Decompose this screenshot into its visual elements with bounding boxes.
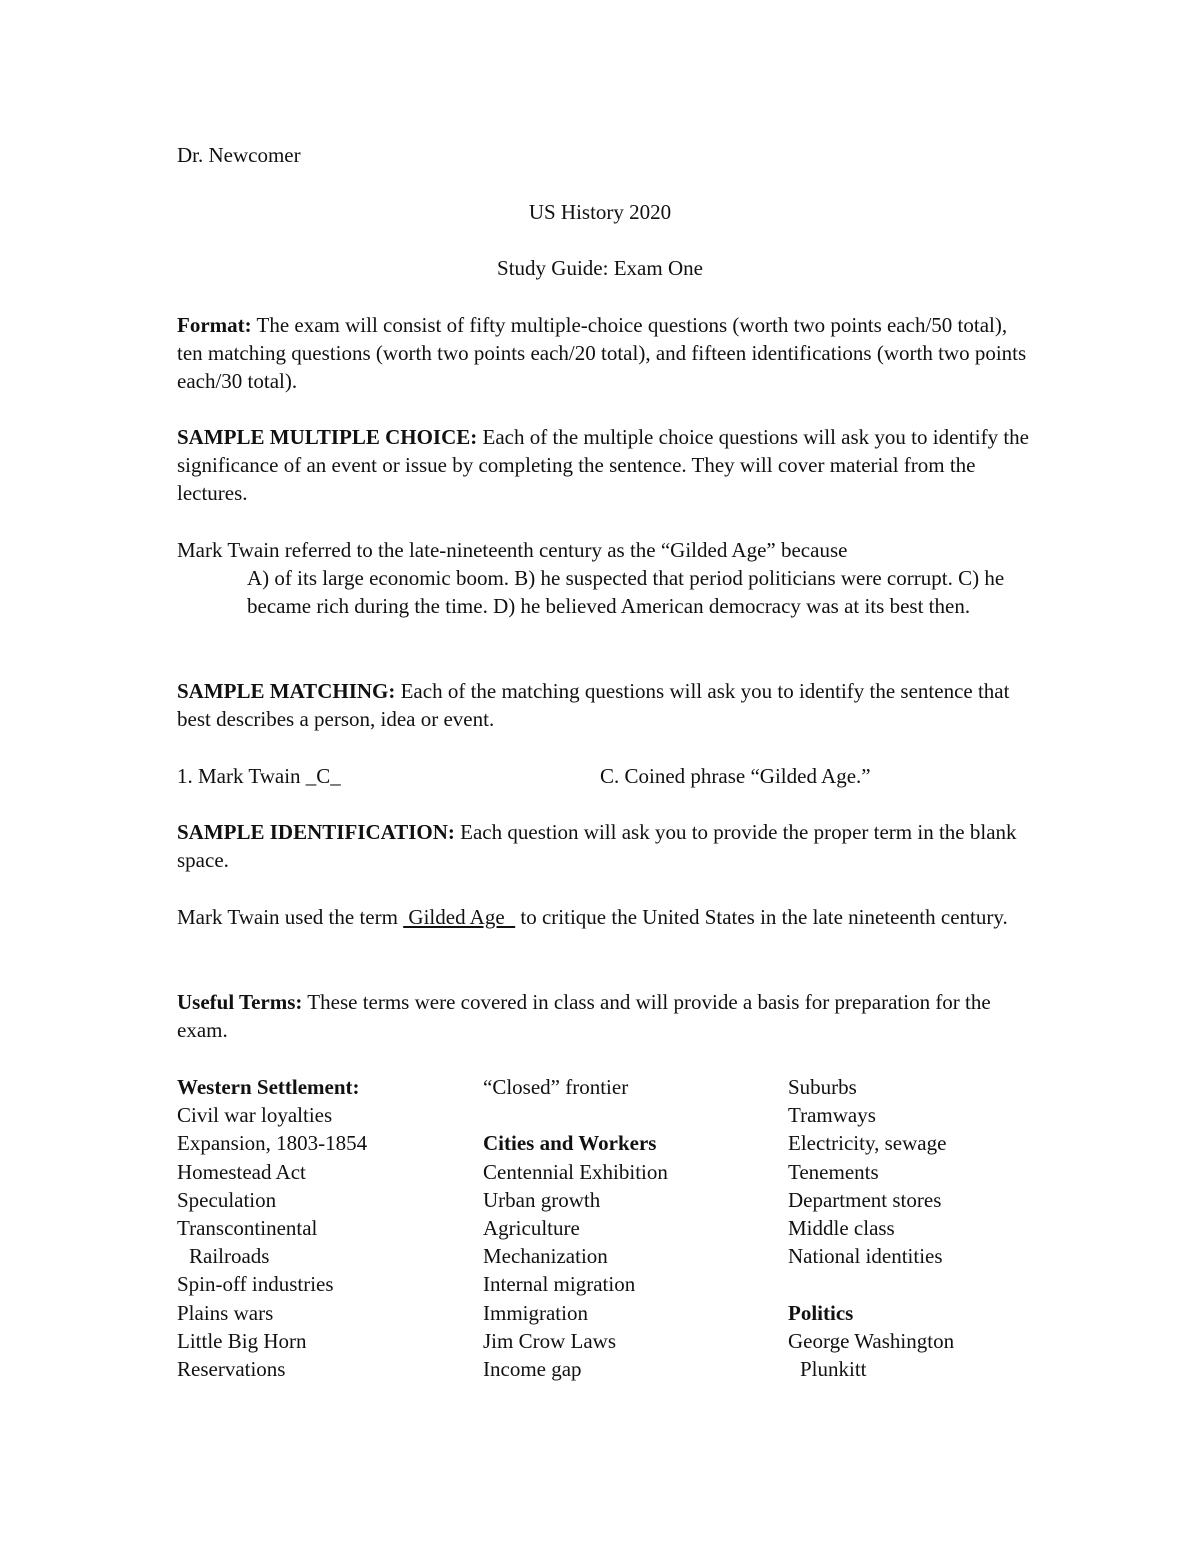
term-item: Plains wars (177, 1300, 274, 1325)
term-item: Railroads (189, 1244, 270, 1269)
instructor-name: Dr. Newcomer (177, 143, 301, 167)
identification-label: SAMPLE IDENTIFICATION: (177, 820, 455, 844)
term-item: Plunkitt (800, 1356, 867, 1381)
multiple-choice-text: Each of the multiple choice questions will ask you to identify the significance of an event or issue by completing the sentence. They will cover material from the lectures. (177, 425, 1029, 505)
matching-answer-text: C. Coined phrase “Gilded Age.” (600, 764, 871, 788)
term-item: Mechanization (483, 1244, 608, 1269)
term-item (483, 1101, 783, 1129)
term-item: Tramways (788, 1103, 876, 1128)
sample-options: A) of its large economic boom. B) he suspected that period politicians were corrupt. C) he became rich during the time. D) he believed American democracy was at its best then. (247, 566, 1005, 618)
matching-section (177, 677, 1037, 733)
term-item: National identities (788, 1244, 943, 1269)
term-item: Speculation (177, 1187, 277, 1212)
page-title: Study Guide: Exam One (497, 256, 703, 280)
matching-text: Each of the matching questions will ask you to identify the sentence that best describes a person, idea or event. (177, 679, 1010, 731)
term-item: Spin-off industries (177, 1272, 334, 1297)
matching-label: SAMPLE MATCHING: (177, 679, 396, 703)
term-heading: Politics (788, 1300, 854, 1325)
matching-item-prefix: 1. Mark Twain (177, 764, 306, 788)
term-item: Department stores (788, 1187, 942, 1212)
term-item: Centennial Exhibition (483, 1159, 668, 1184)
term-item: Immigration (483, 1300, 588, 1325)
term-item: Internal migration (483, 1272, 636, 1297)
multiple-choice-label: SAMPLE MULTIPLE CHOICE: (177, 425, 478, 449)
term-item: Income gap (483, 1356, 582, 1381)
term-item: Agriculture (483, 1215, 580, 1240)
useful-terms-section (177, 988, 1037, 1044)
identification-example-term: Gilded Age (403, 905, 516, 929)
term-item: Homestead Act (177, 1159, 306, 1184)
term-item: Reservations (177, 1356, 286, 1381)
useful-terms-label: Useful Terms: (177, 990, 303, 1014)
term-item: Suburbs (788, 1075, 857, 1099)
multiple-choice-section (177, 423, 1037, 507)
term-item: Transcontinental (177, 1215, 318, 1240)
term-item: Expansion, 1803-1854 (177, 1131, 368, 1156)
term-item: Jim Crow Laws (483, 1328, 616, 1353)
identification-example (177, 903, 1037, 931)
term-item: Urban growth (483, 1187, 601, 1212)
term-heading: Western Settlement: (177, 1075, 360, 1099)
terms-column-1 (177, 1073, 477, 1383)
sample-question: Mark Twain referred to the late-nineteenth century as the “Gilded Age” because (177, 538, 848, 562)
format-text: The exam will consist of fifty multiple-choice questions (worth two points each/50 total), ten matching questions (worth two points each/20 total), and fifteen identifications (worth two points each/30 total). (177, 313, 1027, 393)
format-section (177, 311, 1037, 395)
terms-column-2 (483, 1073, 783, 1383)
matching-item-answer: _C_ (305, 764, 341, 788)
identification-text: Each question will ask you to provide the proper term in the blank space. (177, 820, 1017, 872)
course-title: US History 2020 (528, 200, 672, 224)
identification-example-before: Mark Twain used the term (177, 905, 404, 929)
identification-section (177, 818, 1037, 874)
term-item: Electricity, sewage (788, 1131, 947, 1156)
term-item: Civil war loyalties (177, 1103, 333, 1128)
term-heading: Cities and Workers (483, 1131, 657, 1156)
format-label: Format: (177, 313, 252, 337)
useful-terms-text: These terms were covered in class and will provide a basis for preparation for the exam. (177, 990, 991, 1042)
term-item: “Closed” frontier (483, 1075, 629, 1099)
terms-column-3 (788, 1073, 1088, 1383)
term-item: Little Big Horn (177, 1328, 307, 1353)
term-item: George Washington (788, 1328, 955, 1353)
identification-example-after: to critique the United States in the late nineteenth century. (515, 905, 1008, 929)
term-item (788, 1270, 1088, 1298)
term-item: Middle class (788, 1215, 895, 1240)
term-item: Tenements (788, 1159, 879, 1184)
